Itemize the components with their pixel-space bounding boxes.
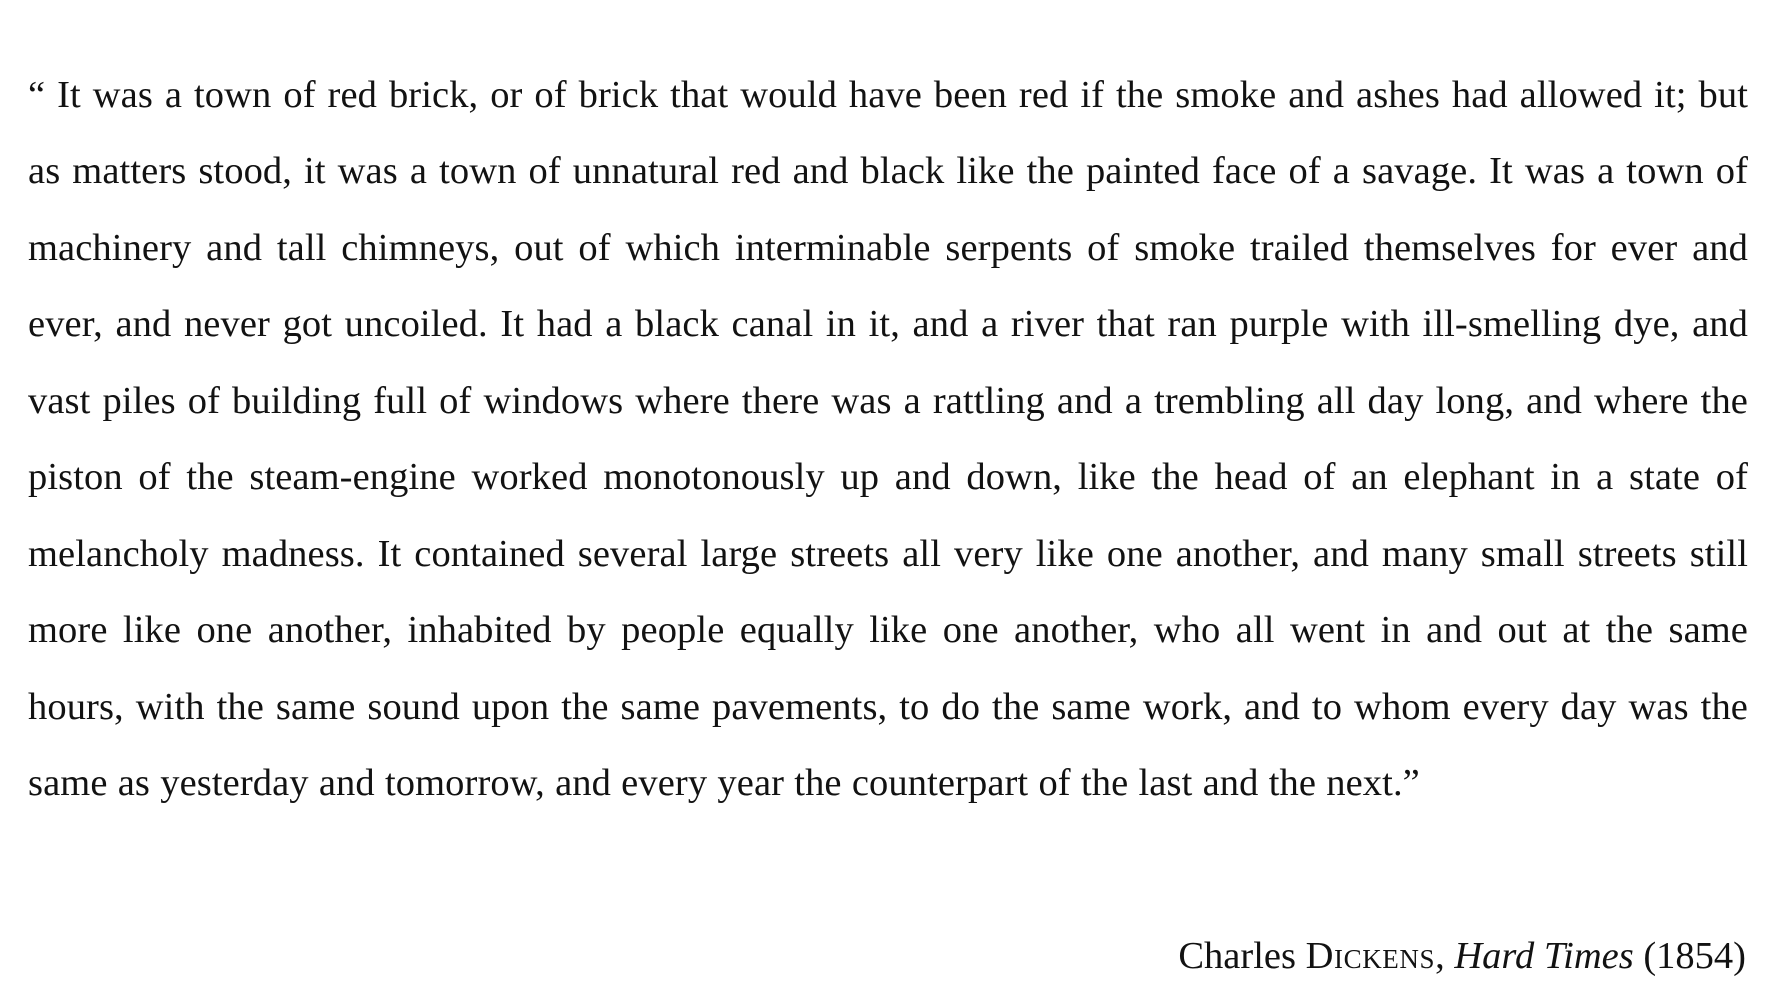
quotation-block: [28, 57, 1748, 822]
quotation-text: “ It was a town of red brick, or of brick that would have been red if the smoke and ashes had allowed it; but as matters stood, it was a town of unnatural red and black like the painted face of a savage. It was a town of machinery and tall chimneys, out of which interminable serpents of smoke trailed themselves for ever and ever, and never got uncoiled. It had a black canal in it, and a river that ran purple with ill-smelling dye, and vast piles of building full of windows where there was a rattling and a trembling all day long, and where the piston of the steam-engine worked monotonously up and down, like the head of an elephant in a state of melancholy madness. It contained several large streets all very like one another, and many small streets still more like one another, inhabited by people equally like one another, who all went in and out at the same hours, with the same sound upon the same pavements, to do the same work, and to whom every day was the same as yesterday and tomorrow, and every year the counterpart of the last and the next.”: [28, 73, 1748, 804]
attribution-author-last: Dickens: [1305, 935, 1436, 977]
attribution-separator: ,: [1435, 935, 1455, 977]
attribution-line: [1178, 930, 1746, 982]
attribution-work-title: Hard Times: [1454, 935, 1634, 977]
attribution-year: (1854): [1633, 935, 1746, 977]
attribution-author-first: Charles: [1178, 935, 1306, 977]
